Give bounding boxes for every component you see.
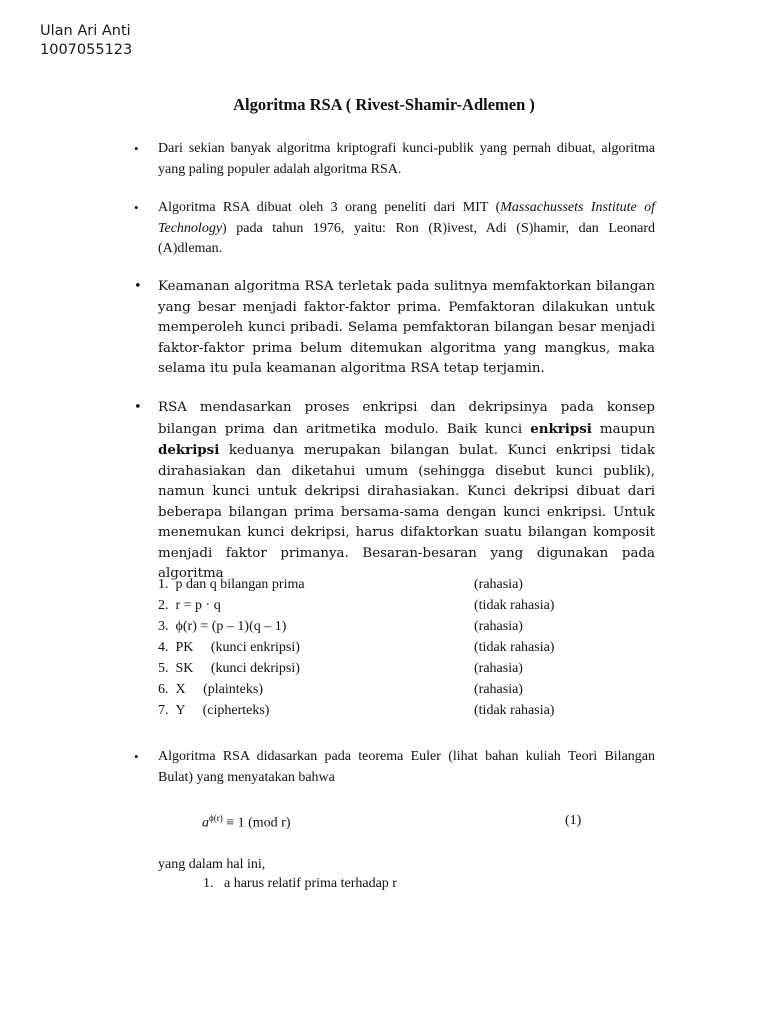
paragraph-1-text: Dari sekian banyak algoritma kriptografi kunci-publik yang pernah dibuat, algoritma yang paling populer adalah algoritma RSA. (158, 141, 655, 177)
bullet-icon: • (134, 400, 142, 415)
paragraph-4-text-b: keduanya merupakan bilangan bulat. Kunci enkripsi tidak dirahasiakan dan diketahui umum (sehingga disebut kunci publik), namun kunci untuk dekripsi dirahasiakan. Kunci dekripsi dibuat dari beberapa bilangan prima bersama-sama dengan kunci enkripsi. Untuk menemukan kunci dekripsi, harus difaktorkan suatu bilangan komposit menjadi faktor primanya. Besaran-besaran yang digunakan pada algoritma (158, 443, 655, 581)
equation-rest: ≡ 1 (mod r) (226, 815, 291, 831)
bullet-icon: • (134, 200, 139, 215)
list-item: 7. Y (cipherteks) (tidak rahasia) (158, 703, 555, 718)
paragraph-4-text-mid: maupun (591, 421, 656, 437)
list-item-term: X (plainteks) (175, 682, 263, 697)
quantities-list (158, 577, 658, 724)
list-item: 4. PK (kunci enkripsi) (tidak rahasia) (158, 640, 555, 655)
author-id: 1007055123 (40, 42, 133, 58)
list-item: 6. X (plainteks) (rahasia) (158, 682, 523, 697)
equation-number: (1) (565, 813, 582, 828)
equation-base: a (202, 815, 209, 831)
paragraph-2-italic: Massachussets Institute of Technology (158, 200, 655, 236)
list-item: 3. ϕ(r) = (p – 1)(q – 1) (rahasia) (158, 619, 523, 634)
paragraph-4 (134, 398, 656, 585)
list-item-term: Y (cipherteks) (175, 703, 270, 718)
author-name: Ulan Ari Anti (40, 23, 131, 39)
list-item-term: ϕ(r) = (p – 1)(q – 1) (175, 619, 287, 634)
list-item: 1. a harus relatif prima terhadap r (203, 876, 397, 891)
conditions-list (203, 876, 703, 897)
paragraph-2-text-b: ) pada tahun 1976, yaitu: Ron (R)ivest, Adi (S)hamir, dan Leonard (A)dleman. (158, 220, 655, 256)
paragraph-4-bold-enkripsi: enkripsi (530, 420, 592, 437)
bullet-icon: • (134, 141, 139, 156)
author-block (40, 22, 132, 60)
equation-exponent: ϕ(r) (209, 813, 223, 823)
list-item-term: p dan q bilangan prima (175, 577, 305, 592)
bullet-icon: • (134, 749, 139, 764)
list-item-term: SK (kunci dekripsi) (175, 661, 300, 676)
paragraph-4-text-a: RSA mendasarkan proses enkripsi dan dekripsinya pada konsep bilangan prima dan aritmetika modulo. Baik kunci (158, 400, 655, 437)
list-item-status: (tidak rahasia) (474, 703, 555, 718)
paragraph-2 (134, 198, 655, 260)
list-item-term: PK (kunci enkripsi) (175, 640, 300, 655)
list-item-status: (rahasia) (474, 661, 523, 676)
list-item-status: (rahasia) (474, 577, 523, 592)
list-item: 1. p dan q bilangan prima (rahasia) (158, 577, 523, 592)
list-item-term: r = p · q (175, 598, 221, 613)
paragraph-3 (134, 277, 655, 380)
bullet-icon: • (134, 279, 142, 294)
paragraph-1 (134, 139, 655, 180)
condition-text: a harus relatif prima terhadap r (224, 876, 397, 891)
list-item: 2. r = p · q (tidak rahasia) (158, 598, 555, 613)
paragraph-5-text: Algoritma RSA didasarkan pada teorema Euler (lihat bahan kuliah Teori Bilangan Bulat) yang menyatakan bahwa (158, 749, 655, 785)
list-item: 5. SK (kunci dekripsi) (rahasia) (158, 661, 523, 676)
euler-equation (202, 813, 582, 832)
page-title: Algoritma RSA ( Rivest-Shamir-Adlemen ) (233, 95, 535, 114)
paragraph-2-text-a: Algoritma RSA dibuat oleh 3 orang peneliti dari MIT ( (158, 200, 501, 215)
paragraph-5 (134, 747, 655, 788)
paragraph-6-text: yang dalam hal ini, (158, 857, 266, 872)
paragraph-3-text: Keamanan algoritma RSA terletak pada sulitnya memfaktorkan bilangan yang besar menjadi faktor-faktor prima. Pemfaktoran dilakukan untuk memperoleh kunci pribadi. Selama pemfaktoran bilangan besar menjadi faktor-faktor prima belum ditemukan algoritma yang mangkus, maka selama itu pula keamanan algoritma RSA tetap terjamin. (158, 279, 655, 376)
list-item-status: (tidak rahasia) (474, 598, 555, 613)
paragraph-6 (158, 855, 655, 876)
paragraph-4-bold-dekripsi: dekripsi (158, 442, 220, 458)
list-item-status: (rahasia) (474, 682, 523, 697)
list-item-status: (rahasia) (474, 619, 523, 634)
list-item-status: (tidak rahasia) (474, 640, 555, 655)
